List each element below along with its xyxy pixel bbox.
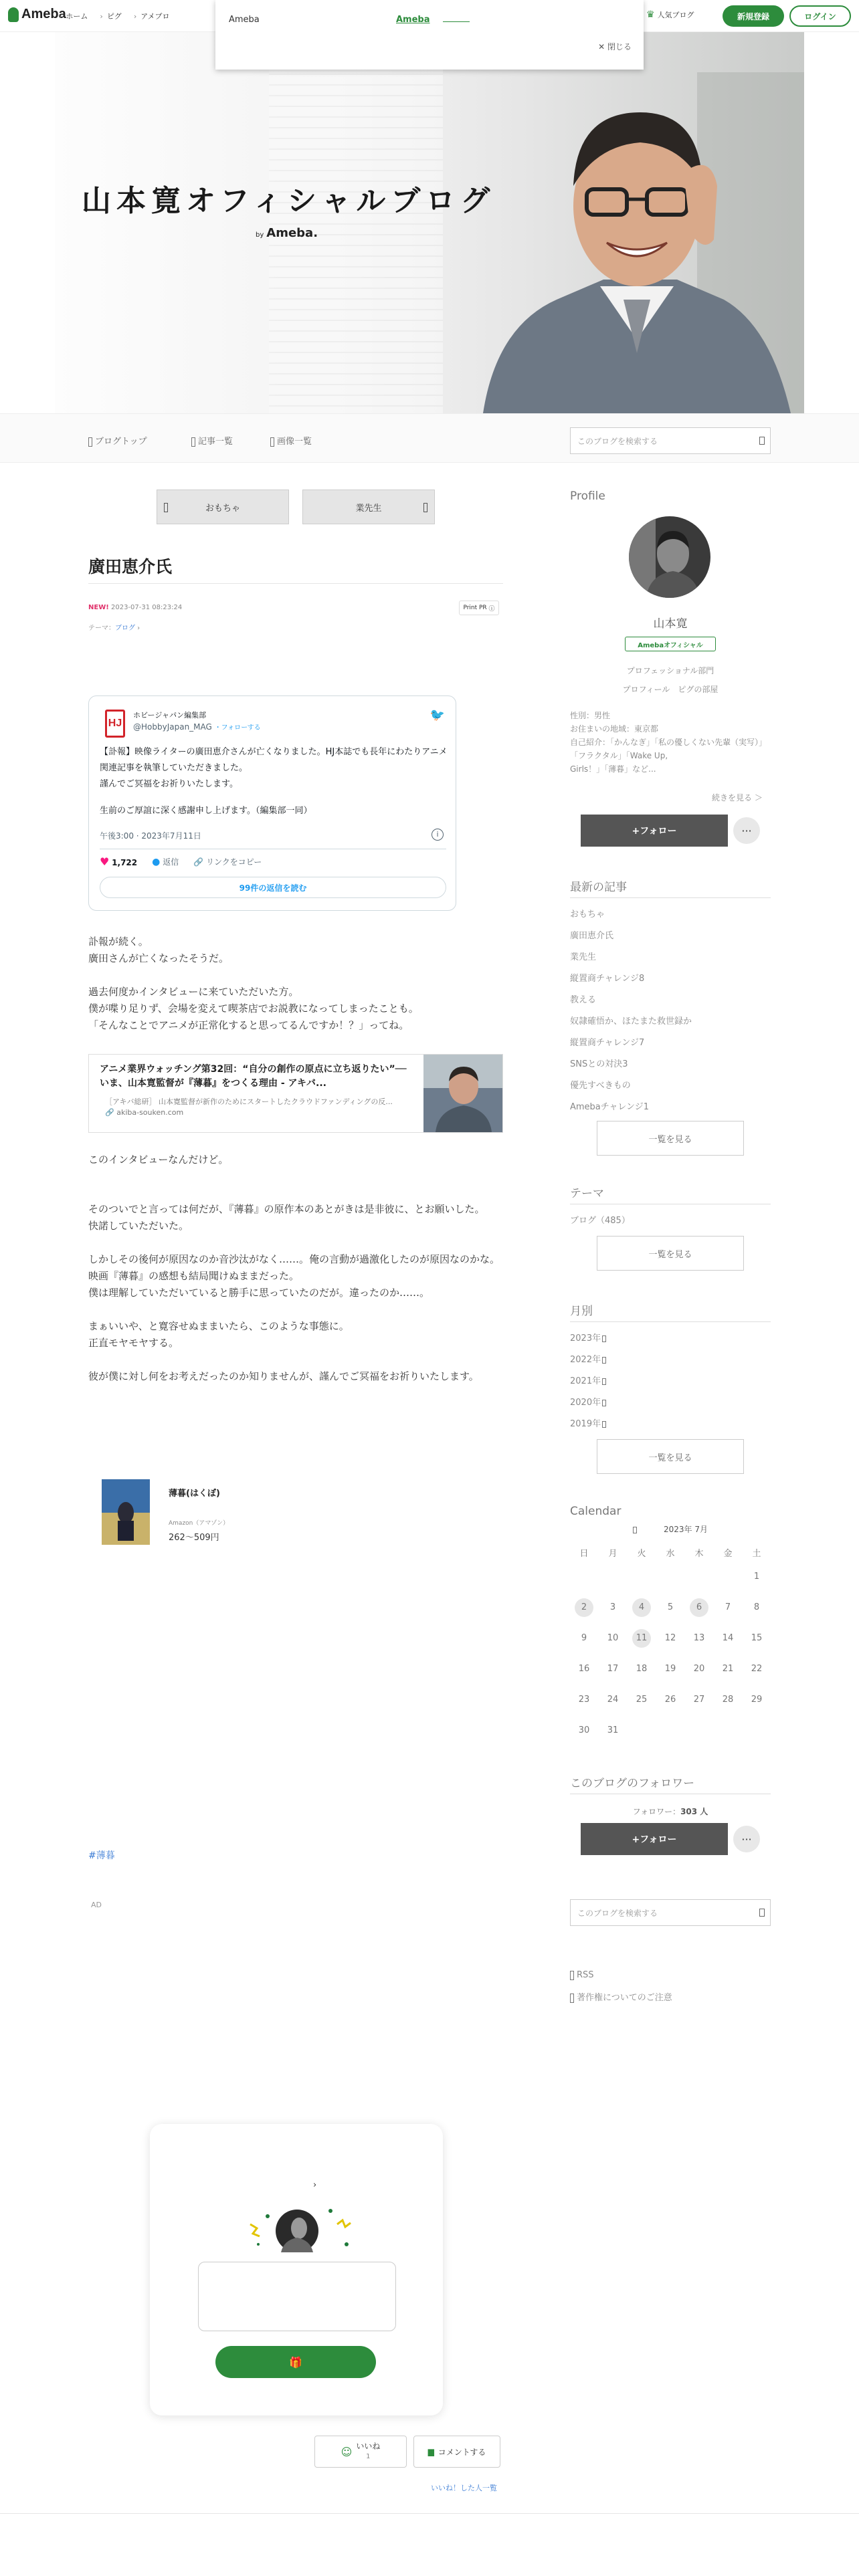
notification-popup <box>215 0 644 70</box>
calendar-day: 26 <box>664 1695 676 1705</box>
paragraph: 正直モヤモヤする。 <box>88 1337 179 1349</box>
tweet-text-line1: 【訃報】映像ライターの廣田恵介さんが亡くなりました。HJ本誌でも長年にわたりアニメ関連記事を執筆していただきました。 <box>100 747 448 773</box>
paragraph: 「そんなことでアニメが正常化すると思ってるんですか！？」ってね。 <box>88 1019 409 1031</box>
celebration-graphic <box>230 2197 364 2258</box>
like-button[interactable] <box>314 2436 407 2468</box>
recent-heading: 最新の記事 <box>570 881 627 894</box>
theme-item[interactable]: ブログ（485） <box>570 1216 630 1226</box>
calendar-day: 30 <box>578 1725 590 1735</box>
blog-title: 山本寛オフィシャルブログ <box>82 184 496 218</box>
smile-icon: ☺ <box>341 2445 353 2458</box>
month-divider <box>570 1321 771 1322</box>
month-list-button[interactable]: 一覧を見る <box>597 1439 744 1474</box>
ad-label: AD <box>91 1901 102 1909</box>
like-label: いいね <box>356 2442 381 2451</box>
tweet-reply-action[interactable] <box>152 856 179 867</box>
tweet-reply-label: 返信 <box>163 857 179 867</box>
link-icon: 🔗 <box>193 857 204 867</box>
calendar-day: 15 <box>751 1633 763 1643</box>
home-icon <box>88 437 92 447</box>
next-icon <box>423 503 427 512</box>
hashtag-link[interactable]: #薄暮 <box>88 1850 115 1861</box>
book-cover[interactable] <box>102 1479 150 1545</box>
recent-item[interactable]: 縦置商チャレンジ8 <box>570 974 645 984</box>
document-icon <box>570 1994 574 2003</box>
calendar-day: 10 <box>607 1633 619 1643</box>
by-label: by <box>256 231 264 239</box>
calendar-day: 23 <box>578 1695 590 1705</box>
tweet-time[interactable]: 午後3:00 · 2023年7月11日 <box>100 831 201 841</box>
tweet-text-line2: 謹んでご冥福をお祈りいたします。 <box>100 779 238 789</box>
gift-icon: 🎁 <box>289 2355 302 2369</box>
tweet-account-name[interactable]: ホビージャパン編集部 <box>133 711 207 720</box>
followers-count-value: 303 人 <box>680 1807 708 1816</box>
profile-more-link[interactable]: 続きを見る ＞ <box>712 793 763 802</box>
tweet-copy-label: リンクをコピー <box>205 857 262 867</box>
link-card-title: アニメ業界ウォッチング第32回：“自分の創作の原点に立ち返りたい”──いま、山本寛監督が『薄暮』をつくる理由 - アキバ... <box>100 1064 407 1089</box>
profile-name[interactable]: 山本寛 <box>653 617 688 631</box>
recent-item[interactable]: Amebaチャレンジ1 <box>570 1102 650 1112</box>
search-placeholder: このブログを検索する <box>577 1908 658 1918</box>
calendar-day: 29 <box>751 1695 763 1705</box>
book-cover-image <box>102 1479 150 1545</box>
rss-link[interactable] <box>570 1970 594 1980</box>
rss-label: RSS <box>577 1970 594 1980</box>
calendar-day: 12 <box>664 1633 676 1643</box>
recent-item[interactable]: 優先すべきもの <box>570 1081 631 1091</box>
tweet-handle-text[interactable]: @HobbyJapan_MAG <box>133 722 212 732</box>
article-date <box>88 604 182 611</box>
popup-link[interactable]: Ameba <box>396 15 430 25</box>
paragraph: 快諾していただいた。 <box>88 1220 189 1232</box>
paragraph: 僕は理解していただいていると勝手に思っていたのだが。違ったのか……。 <box>88 1287 430 1299</box>
month-label: 2021年 <box>570 1376 601 1386</box>
top-nav <box>59 11 170 21</box>
calendar-day[interactable]: 6 <box>690 1598 708 1617</box>
link-card-desc: ［アキバ総研］ 山本寛監督が新作のためにスタートしたクラウドファンディングの反... <box>105 1097 393 1106</box>
tweet-like-count: 1,722 <box>112 858 138 867</box>
info-icon[interactable]: i <box>432 829 444 841</box>
tweet-text-line3: 生前のご厚誼に深く感謝申し上げます。（編集部一同） <box>100 806 312 816</box>
recent-item[interactable]: 奴隷確悟か、ほたまた救世録か <box>570 1016 692 1027</box>
tweet-follow-link[interactable]: ・フォローする <box>214 724 261 732</box>
toggle-icon <box>602 1400 606 1406</box>
calendar-weekday: 水 <box>666 1549 675 1559</box>
month-item[interactable] <box>570 1331 609 1344</box>
search-icon[interactable] <box>759 1909 765 1917</box>
month-label: 2022年 <box>570 1355 601 1365</box>
recent-item[interactable]: おもちゃ <box>570 909 605 920</box>
search-placeholder: このブログを検索する <box>577 436 658 446</box>
link-icon: 🔗 <box>105 1108 114 1117</box>
calendar-day: 5 <box>667 1602 674 1612</box>
calendar-day: 1 <box>753 1572 760 1582</box>
author-photo <box>456 72 804 413</box>
paragraph: まぁいいや、と寛容せぬままいたら、このような事態に。 <box>88 1320 349 1332</box>
paragraph: 僕が喋り足りず、会場を変えて喫茶店でお説教になってしまったことも。 <box>88 1002 419 1014</box>
calendar-day: 7 <box>725 1602 731 1612</box>
paragraph: そのついでと言っては何だが、『薄暮』の原作本のあとがきは是非彼に、とお願いした。 <box>88 1203 485 1215</box>
login-button[interactable]: ログイン <box>789 5 851 27</box>
official-badge[interactable]: Amebaオフィシャル <box>625 637 716 651</box>
image-icon <box>270 437 274 447</box>
ameba-leaf-icon <box>8 7 19 22</box>
month-item[interactable] <box>570 1416 609 1429</box>
calendar-day: 9 <box>581 1633 587 1643</box>
blog-by-ameba <box>256 226 318 240</box>
theme-list-button[interactable]: 一覧を見る <box>597 1236 744 1271</box>
signup-button[interactable]: 新規登録 <box>723 5 784 27</box>
paragraph: 訃報が続く。 <box>88 936 149 948</box>
prev-icon <box>164 503 168 512</box>
after-link-text: このインタビューなんだけど。 <box>88 1154 229 1166</box>
paragraph: 彼が僕に対し何をお考えだったのか知りませんが、謹んでご冥福をお祈りいたします。 <box>88 1370 479 1382</box>
paragraph: 過去何度かインタビューに来ていただいた方。 <box>88 986 299 998</box>
calendar-day: 31 <box>607 1725 619 1735</box>
tweet-like-action[interactable] <box>100 855 137 868</box>
month-label: 2023年 <box>570 1333 601 1344</box>
followers-label: フォロワー： <box>632 1807 681 1816</box>
tweet-text <box>100 744 448 819</box>
recent-item[interactable]: 廣田恵介氏 <box>570 931 614 941</box>
more-options-button[interactable]: ··· <box>733 817 760 844</box>
blog-nav <box>0 413 859 463</box>
profile-category: プロフェッショナル部門 <box>626 666 714 675</box>
calendar-day: 14 <box>722 1633 734 1643</box>
follow-button[interactable]: +フォロー <box>581 1823 728 1855</box>
article-body-part2 <box>88 1201 503 1385</box>
amazon-title[interactable]: 薄暮(はくぼ) <box>169 1489 220 1499</box>
prev-article-label: おもちゃ <box>205 503 240 514</box>
sidebar-search-input[interactable] <box>570 1899 771 1926</box>
recent-item[interactable]: 業先生 <box>570 952 597 962</box>
calendar-day: 28 <box>722 1695 734 1705</box>
calendar-weekday: 金 <box>723 1549 733 1559</box>
link-card-url-text: akiba-souken.com <box>116 1108 184 1117</box>
link-card-url <box>105 1108 183 1117</box>
profile-info-line: Girls！」「薄暮」など... <box>570 764 656 774</box>
calendar-day: 20 <box>693 1664 705 1674</box>
calendar-day: 27 <box>693 1695 705 1705</box>
tweet-actions <box>100 855 262 868</box>
search-icon[interactable] <box>759 437 765 445</box>
profile-avatar[interactable] <box>629 516 710 598</box>
heart-icon: ♥ <box>100 855 110 868</box>
link-card-thumbnail <box>423 1055 502 1132</box>
new-badge: NEW! <box>88 604 109 611</box>
calendar-day: 13 <box>693 1633 705 1643</box>
article-date-text: 2023-07-31 08:23:24 <box>110 604 183 611</box>
footer-divider <box>0 2513 859 2514</box>
month-label: 2020年 <box>570 1398 601 1408</box>
crown-icon: ♛ <box>646 9 655 20</box>
brand-label: Ameba. <box>266 226 318 240</box>
toggle-icon <box>602 1378 606 1385</box>
rss-icon <box>570 1971 574 1980</box>
nav-blog-top-label: ブログトップ <box>95 437 147 447</box>
nav-article-list[interactable] <box>191 434 233 447</box>
print-pr-button[interactable]: Print PR ⓘ <box>459 601 499 615</box>
calendar-day: 18 <box>636 1664 648 1674</box>
comment-input-box[interactable] <box>198 2262 396 2331</box>
calendar-weekday: 月 <box>608 1549 617 1559</box>
popup-underline <box>443 21 470 22</box>
profile-heading: Profile <box>570 490 605 503</box>
amazon-price: 262〜509円 <box>169 1533 219 1543</box>
profile-links[interactable]: プロフィール ピグの部屋 <box>622 685 719 694</box>
popular-blog-label: 人気ブログ <box>657 11 694 19</box>
followers-heading: このブログのフォロワー <box>570 1777 695 1790</box>
recent-item[interactable]: 教える <box>570 995 597 1005</box>
theme-heading: テーマ <box>570 1187 604 1200</box>
nav-article-list-label: 記事一覧 <box>198 437 233 447</box>
nav-image-list[interactable] <box>270 434 312 447</box>
month-item[interactable] <box>570 1395 609 1408</box>
calendar-day: 19 <box>664 1664 676 1674</box>
profile-info-line: 性別：男性 <box>570 711 611 720</box>
calendar-month-label: 2023年 7月 <box>664 1525 708 1534</box>
recent-list-button[interactable]: 一覧を見る <box>597 1121 744 1156</box>
reply-bubble-icon: ● <box>152 857 161 867</box>
nav-blog-top[interactable] <box>88 434 147 447</box>
print-pr-label: Print PR <box>463 605 487 611</box>
like-count: 1 <box>366 2453 371 2460</box>
amazon-source: Amazon（アマゾン） <box>169 1520 229 1527</box>
blog-search-input[interactable] <box>570 427 771 454</box>
window-blinds <box>269 32 443 413</box>
popup-close-button[interactable]: ✕ 閉じる <box>598 42 632 51</box>
profile-info-line: 自己紹介：「かんなぎ」「私の優しくない先輩（実写）」「フラクタル」「Wake Up, <box>570 738 767 760</box>
calendar-weekday: 火 <box>637 1549 646 1559</box>
copyright-label: 著作権についてのご注意 <box>577 1993 672 2003</box>
calendar-day: 25 <box>636 1695 648 1705</box>
toggle-icon <box>602 1421 606 1428</box>
logo-text: Ameba <box>21 7 66 21</box>
link-card[interactable] <box>88 1054 503 1133</box>
calendar-title <box>570 1523 771 1535</box>
month-item[interactable] <box>570 1374 609 1386</box>
tweet-handle <box>133 722 261 732</box>
comment-icon: ▆ <box>427 2447 434 2456</box>
copyright-link[interactable] <box>570 1990 672 2003</box>
paragraph: 廣田さんが亡くなったそうだ。 <box>88 952 229 964</box>
prev-month-icon[interactable] <box>633 1527 637 1533</box>
calendar-day: 8 <box>753 1602 760 1612</box>
theme-link[interactable]: ブログ <box>115 625 135 632</box>
title-divider <box>88 583 503 584</box>
paragraph: 映画『薄暮』の感想も結局聞けぬままだった。 <box>88 1270 300 1282</box>
top-nav-ameblo[interactable]: › アメブロ <box>134 11 170 21</box>
more-options-button[interactable]: ··· <box>733 1826 760 1852</box>
calendar-weekday: 土 <box>752 1549 761 1559</box>
calendar-day: 24 <box>607 1695 619 1705</box>
recent-divider <box>570 897 771 898</box>
arrow-icon[interactable]: › <box>313 2180 317 2190</box>
comment-card <box>150 2124 443 2416</box>
comment-button[interactable] <box>413 2436 500 2468</box>
calendar-day: 3 <box>609 1602 616 1612</box>
prev-article-button[interactable] <box>157 490 289 524</box>
profile-info <box>570 709 771 776</box>
toggle-icon <box>602 1357 606 1364</box>
calendar-weekday: 木 <box>694 1549 704 1559</box>
recent-item[interactable]: SNSとの対決3 <box>570 1059 628 1069</box>
popup-label: Ameba <box>229 15 260 25</box>
top-nav-pigg[interactable]: › ピグ <box>100 11 121 21</box>
toggle-icon <box>602 1335 606 1342</box>
ameba-logo[interactable] <box>8 7 66 22</box>
calendar-day: 21 <box>722 1664 734 1674</box>
next-article-label: 業先生 <box>355 503 382 514</box>
month-label: 2019年 <box>570 1419 601 1429</box>
follow-button[interactable]: +フォロー <box>581 815 728 847</box>
paragraph: しかしその後何が原因なのか音沙汰がなく……。俺の言動が過激化したのが原因なのかな。 <box>88 1253 500 1265</box>
calendar-day[interactable]: 11 <box>632 1629 651 1648</box>
calendar-day[interactable]: 4 <box>632 1598 651 1617</box>
tweet-read-replies-button[interactable]: 99件の返信を読む <box>100 877 446 898</box>
liked-by-link[interactable]: いいね！した人一覧 <box>431 2484 497 2492</box>
article-body-part1 <box>88 934 503 1034</box>
calendar-day: 17 <box>607 1664 619 1674</box>
blog-header-image[interactable] <box>55 32 804 413</box>
followers-count[interactable] <box>570 1806 771 1817</box>
profile-info-line: お住まいの地域：東京都 <box>570 724 659 734</box>
gift-button[interactable] <box>215 2346 376 2378</box>
calendar-weekday: 日 <box>579 1549 589 1559</box>
comment-label: コメントする <box>438 2447 486 2457</box>
month-item[interactable] <box>570 1352 609 1365</box>
calendar-heading: Calendar <box>570 1505 622 1518</box>
list-icon <box>191 437 195 447</box>
next-article-button[interactable] <box>302 490 435 524</box>
tweet-copy-link-action[interactable] <box>193 856 262 867</box>
hobbyjapan-avatar[interactable]: HJ <box>105 710 125 738</box>
calendar-day: 16 <box>578 1664 590 1674</box>
twitter-bird-icon[interactable]: 🐦 <box>430 708 445 722</box>
month-heading: 月別 <box>570 1305 593 1318</box>
theme-label: テーマ： <box>88 625 115 632</box>
popular-blog-link[interactable] <box>646 9 694 20</box>
recent-item[interactable]: 縦置商チャレンジ7 <box>570 1038 645 1048</box>
calendar-day: 22 <box>751 1664 763 1674</box>
article-theme: テーマ：ブログ › <box>88 625 140 632</box>
nav-image-list-label: 画像一覧 <box>277 437 312 447</box>
article-title: 廣田恵介氏 <box>88 557 173 576</box>
top-nav-home[interactable]: › ホーム <box>59 11 88 21</box>
calendar-day[interactable]: 2 <box>575 1598 593 1617</box>
embedded-tweet[interactable] <box>88 695 456 911</box>
